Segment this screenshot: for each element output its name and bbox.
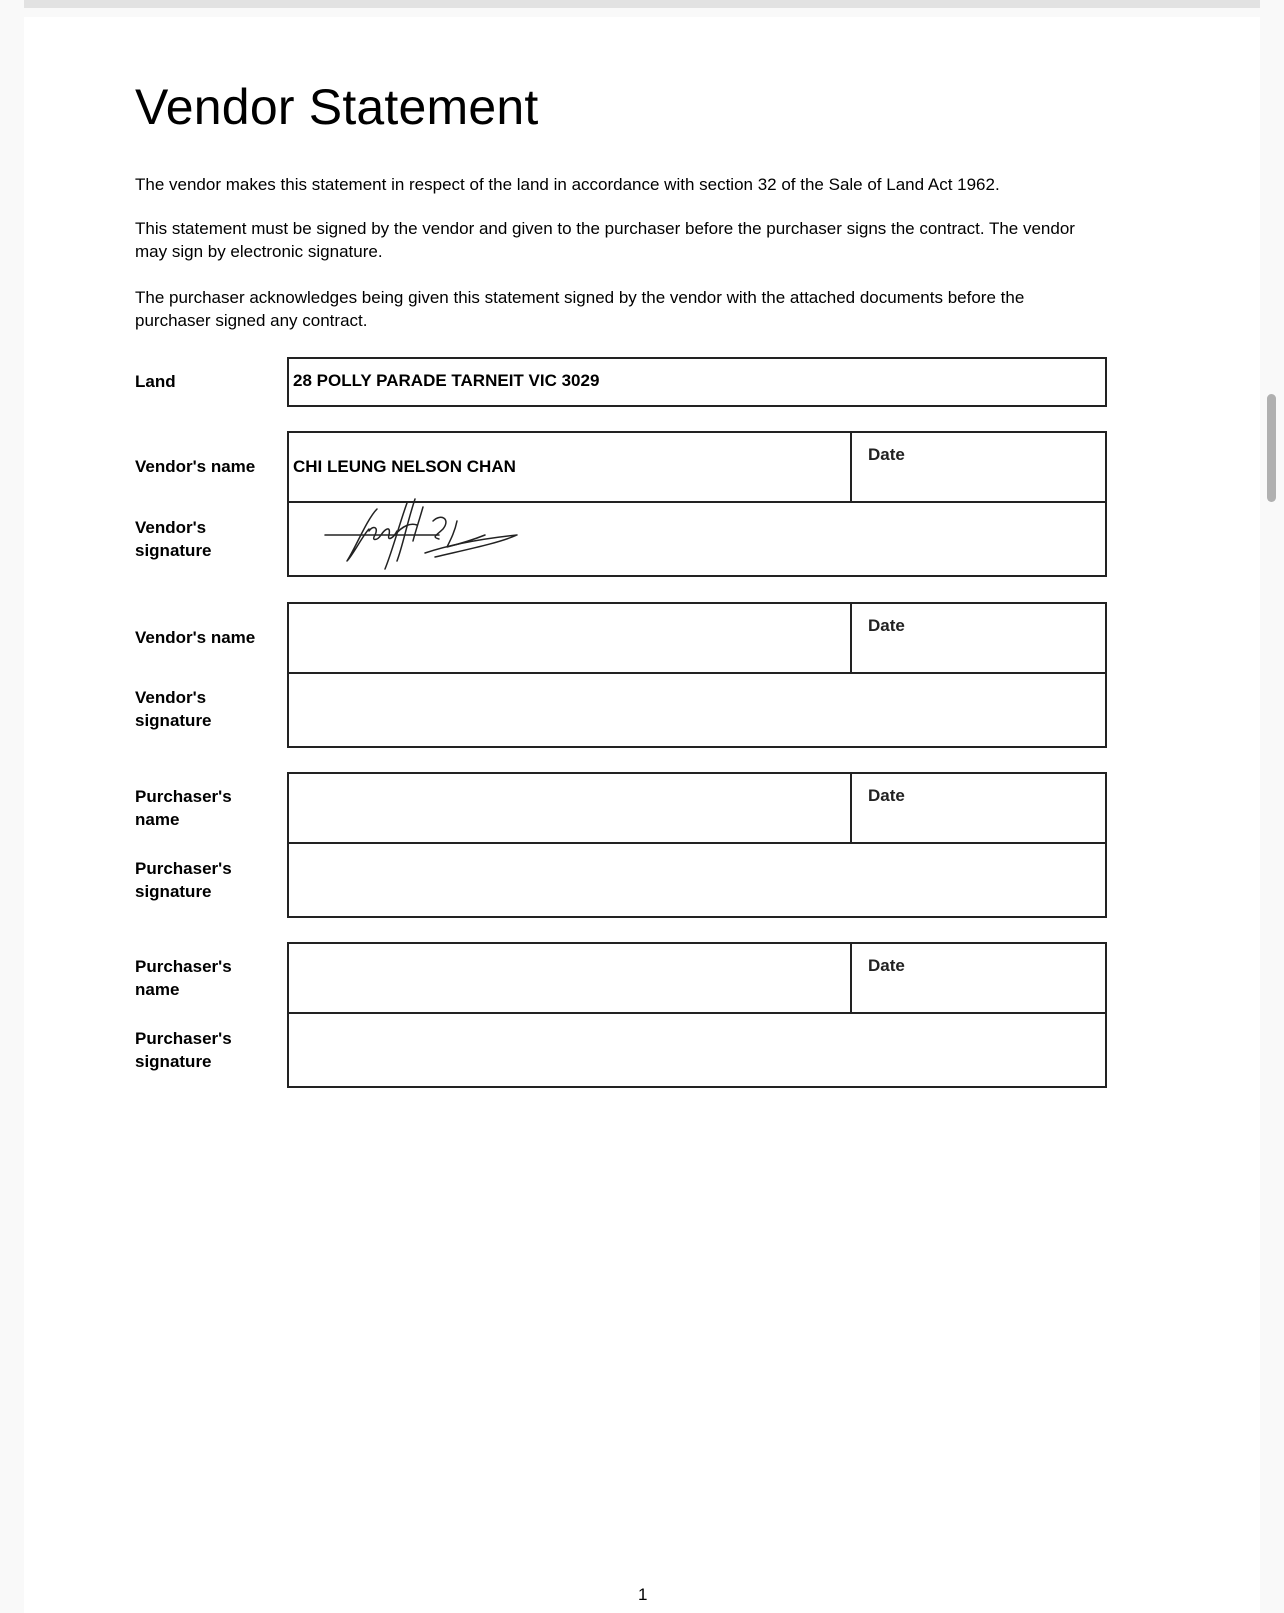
- vendor-2-date-label: Date: [868, 616, 905, 635]
- purchaser-2-signature-field[interactable]: [289, 1014, 1105, 1086]
- vendor-1-block: [287, 431, 1107, 577]
- land-label: Land: [135, 372, 176, 391]
- purchaser-1-date-field[interactable]: [852, 774, 1105, 844]
- scrollbar-track[interactable]: [1260, 0, 1284, 1613]
- purchaser-2-name-label: Purchaser's name: [135, 957, 232, 999]
- purchaser-1-block: [287, 772, 1107, 918]
- vendor-1-signature-field[interactable]: [289, 503, 1105, 575]
- intro-paragraph-3: The purchaser acknowledges being given this statement signed by the vendor with the attached documents before the purchaser signed any contract.: [135, 288, 1025, 330]
- handwritten-signature-icon: [319, 495, 549, 575]
- intro-paragraph-1: The vendor makes this statement in respect of the land in accordance with section 32 of the Sale of Land Act 1962.: [135, 175, 1000, 194]
- vendor-1-name-label: Vendor's name: [135, 457, 256, 476]
- viewer-top-bar: [24, 0, 1260, 8]
- scrollbar-thumb[interactable]: [1267, 394, 1276, 502]
- vendor-1-date-label: Date: [868, 445, 905, 464]
- purchaser-1-date-label: Date: [868, 786, 905, 805]
- vendor-2-name-field[interactable]: [289, 604, 852, 674]
- purchaser-1-name-field[interactable]: [289, 774, 852, 844]
- purchaser-1-name-label: Purchaser's name: [135, 787, 232, 829]
- vendor-2-signature-field[interactable]: [289, 674, 1105, 746]
- vendor-2-name-label: Vendor's name: [135, 628, 256, 647]
- purchaser-1-signature-field[interactable]: [289, 844, 1105, 916]
- vendor-2-block: [287, 602, 1107, 748]
- page-title: Vendor Statement: [135, 79, 539, 135]
- page-number: 1: [638, 1585, 648, 1604]
- land-field[interactable]: [287, 357, 1107, 407]
- vendor-1-name-field[interactable]: [289, 433, 852, 503]
- intro-paragraph-2: This statement must be signed by the vendor and given to the purchaser before the purchaser signs the contract. The vendor may sign by electronic signature.: [135, 219, 1075, 261]
- vendor-1-signature-label: Vendor's signature: [135, 518, 212, 560]
- purchaser-2-signature-label: Purchaser's signature: [135, 1029, 232, 1071]
- vendor-1-name-value: CHI LEUNG NELSON CHAN: [293, 457, 516, 476]
- vendor-2-date-field[interactable]: [852, 604, 1105, 674]
- purchaser-2-block: [287, 942, 1107, 1088]
- purchaser-2-date-field[interactable]: [852, 944, 1105, 1014]
- land-value: 28 POLLY PARADE TARNEIT VIC 3029: [293, 371, 600, 390]
- vendor-1-date-field[interactable]: [852, 433, 1105, 503]
- purchaser-2-date-label: Date: [868, 956, 905, 975]
- purchaser-1-signature-label: Purchaser's signature: [135, 859, 232, 901]
- purchaser-2-name-field[interactable]: [289, 944, 852, 1014]
- vendor-2-signature-label: Vendor's signature: [135, 688, 212, 730]
